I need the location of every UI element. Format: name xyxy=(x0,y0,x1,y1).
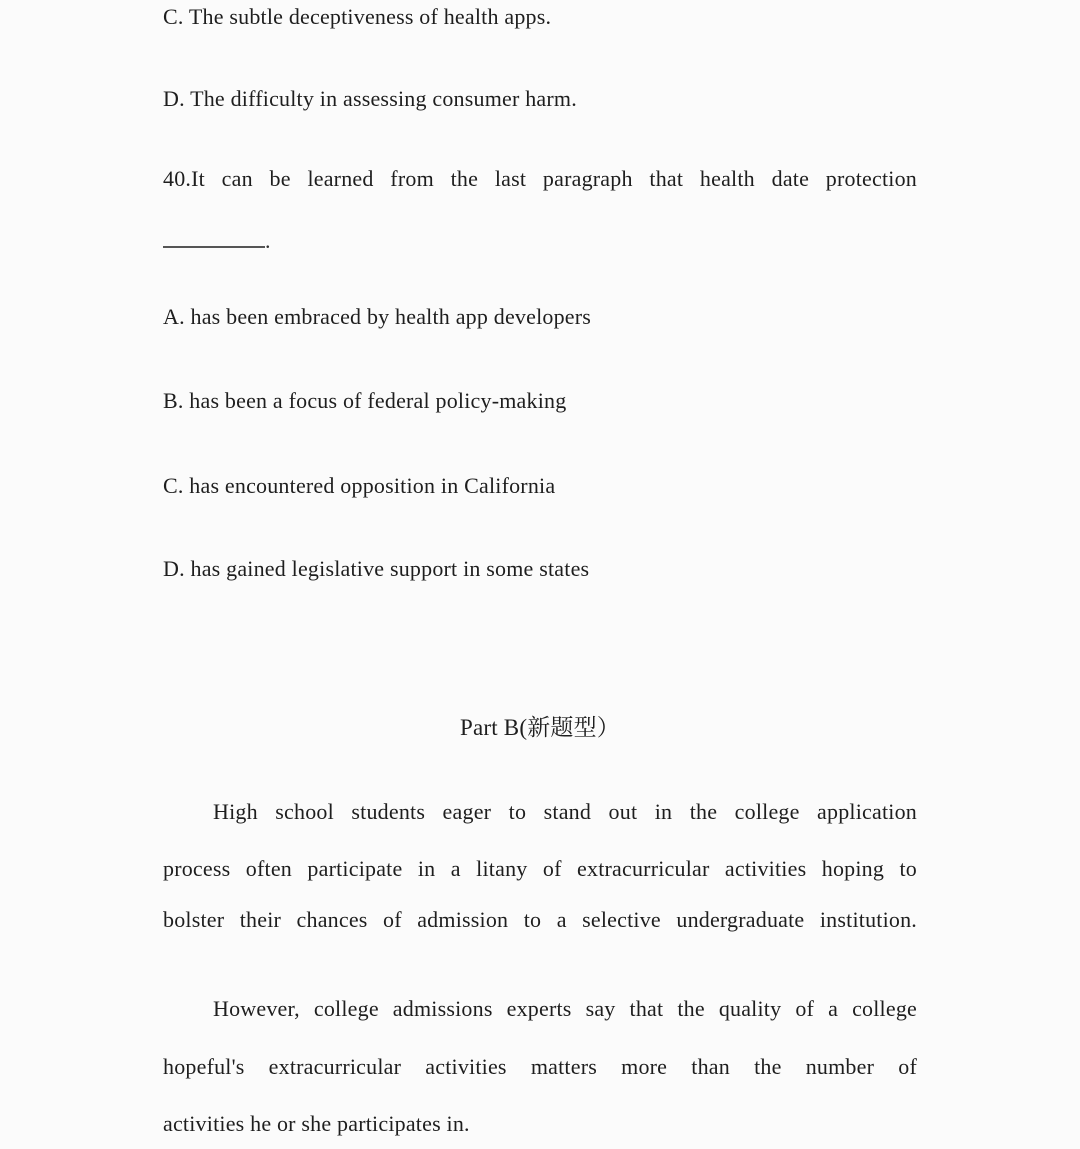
q39-option-c-line: C. The subtle deceptiveness of health apps. xyxy=(163,4,552,29)
paragraph2-line-1: However, college admissions experts say that the quality of a college xyxy=(213,996,917,1021)
q40-blank-line xyxy=(163,228,917,254)
q39-option-d-line: D. The difficulty in assessing consumer harm. xyxy=(163,86,577,111)
q40-option-b-line: B. has been a focus of federal policy-making xyxy=(163,388,567,413)
paragraph1-line-3: bolster their chances of admission to a selective undergraduate institution. xyxy=(163,907,917,932)
blank-period: . xyxy=(265,228,271,253)
q40-option-d-line: D. has gained legislative support in some states xyxy=(163,556,590,581)
paragraph2-line-3: activities he or she participates in. xyxy=(163,1111,470,1136)
paragraph1-line-2: process often participate in a litany of extracurricular activities hoping to xyxy=(163,856,917,881)
paragraph1-line-1: High school students eager to stand out in the college application xyxy=(213,799,917,824)
paragraph2-line-2: hopeful's extracurricular activities matters more than the number of xyxy=(163,1054,917,1079)
q40-option-a-line: A. has been embraced by health app developers xyxy=(163,304,592,329)
part-b-heading: Part B(新题型） xyxy=(460,715,620,740)
answer-blank-rule xyxy=(163,228,265,248)
q40-stem-line: 40.It can be learned from the last paragraph that health date protection xyxy=(163,166,917,191)
q40-option-c-line: C. has encountered opposition in California xyxy=(163,473,556,498)
